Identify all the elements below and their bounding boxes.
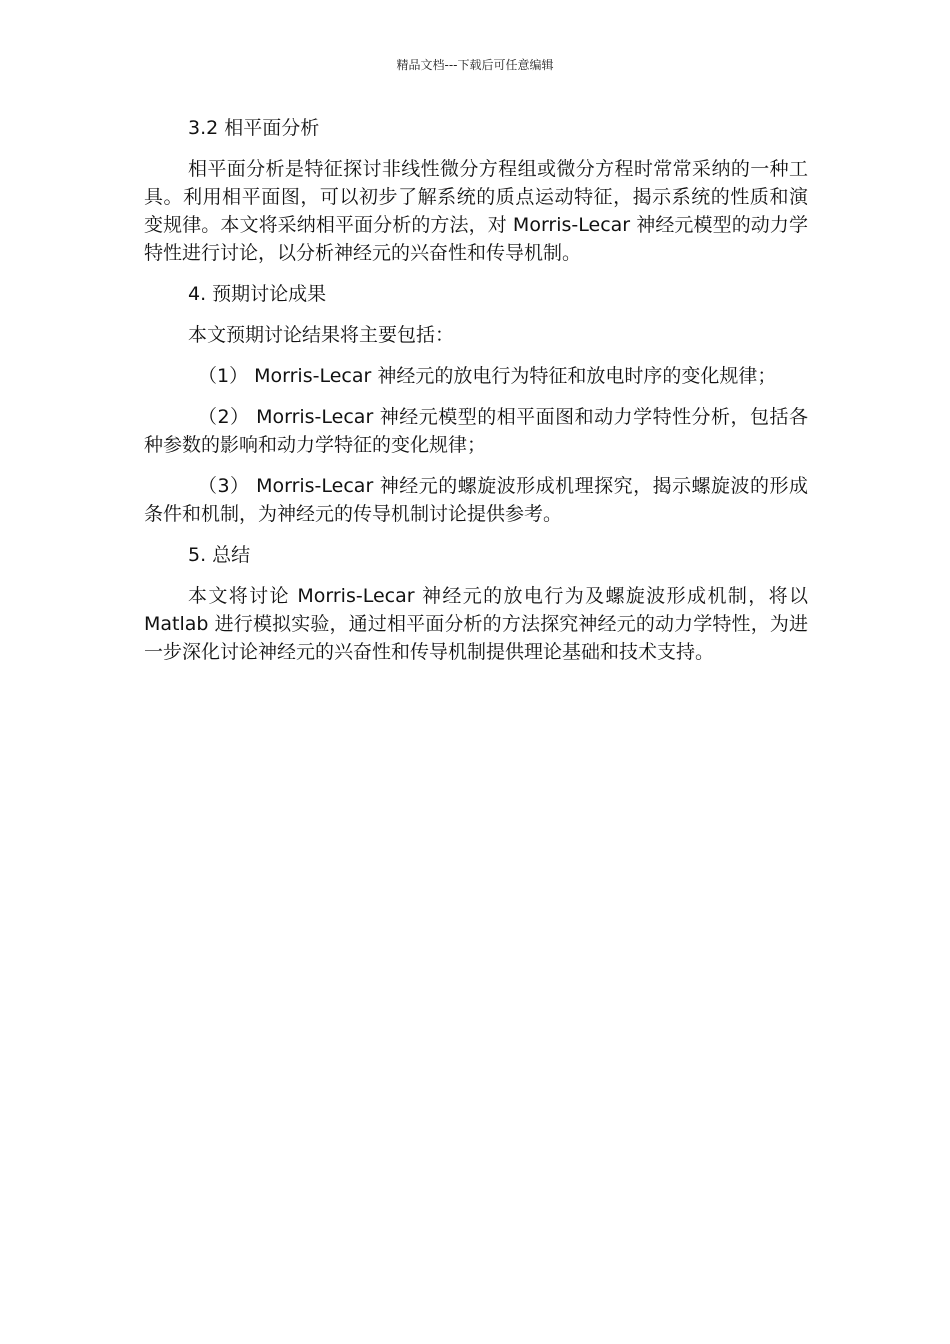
section-5-paragraph: 本文将讨论 Morris-Lecar 神经元的放电行为及螺旋波形成机制，将以 Matlab 进行模拟实验，通过相平面分析的方法探究神经元的动力学特性，为进一步深化讨论神经元的兴奋性和传导机制提供理论基础和技术支持。	[144, 585, 808, 663]
section-3-2-heading: 3.2 相平面分析	[188, 117, 320, 139]
section-4-item-3: （3） Morris-Lecar 神经元的螺旋波形成机理探究，揭示螺旋波的形成条件和机制，为神经元的传导机制讨论提供参考。	[144, 475, 808, 525]
section-4-item-2: （2） Morris-Lecar 神经元模型的相平面图和动力学特性分析，包括各种参数的影响和动力学特征的变化规律；	[144, 406, 808, 456]
section-4-intro: 本文预期讨论结果将主要包括：	[188, 324, 455, 346]
section-5-heading: 5. 总结	[188, 544, 251, 566]
section-4-heading: 4. 预期讨论成果	[188, 283, 327, 305]
page-header: 精品文档---下载后可任意编辑	[396, 58, 554, 72]
document-body	[144, 114, 808, 679]
section-3-2-paragraph: 相平面分析是特征探讨非线性微分方程组或微分方程时常常采纳的一种工具。利用相平面图，可以初步了解系统的质点运动特征，揭示系统的性质和演变规律。本文将采纳相平面分析的方法，对 Morris-Lecar 神经元模型的动力学特性进行讨论，以分析神经元的兴奋性和传导机制。	[144, 158, 808, 264]
section-4-item-1: （1） Morris-Lecar 神经元的放电行为特征和放电时序的变化规律；	[198, 365, 777, 387]
